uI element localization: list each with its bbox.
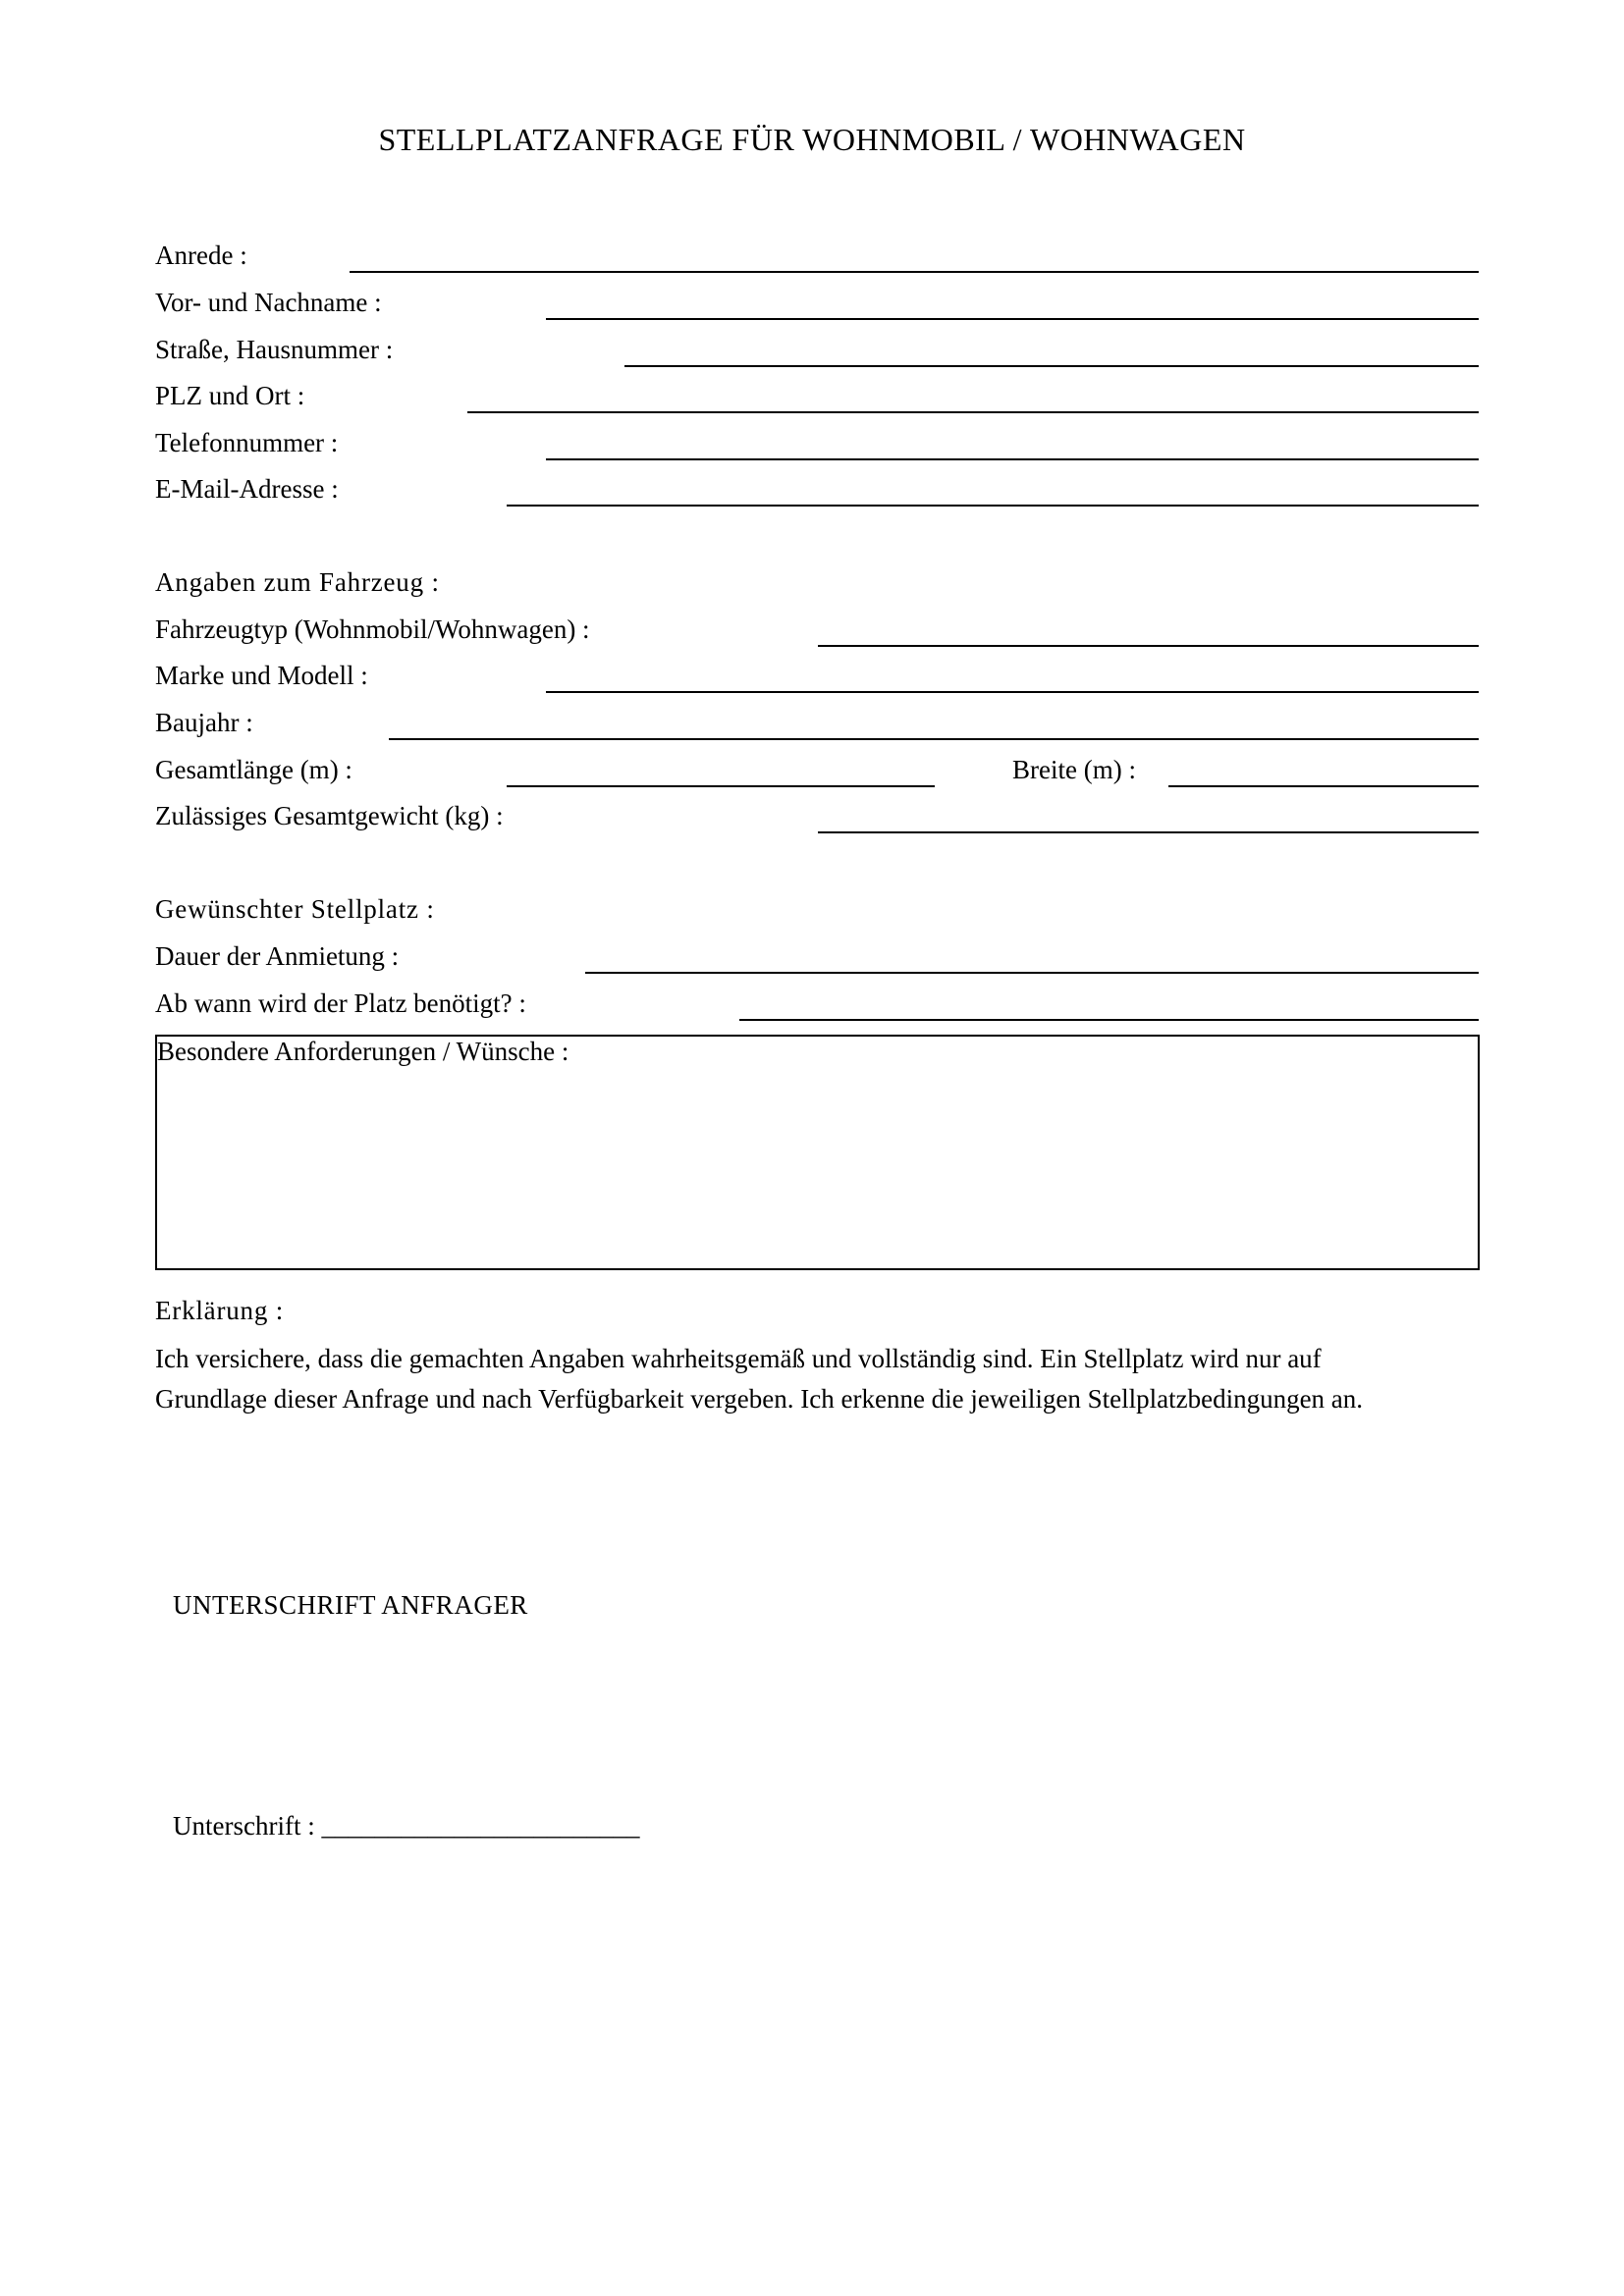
label-anrede: Anrede : (155, 240, 247, 270)
field-anforderungen[interactable] (155, 1035, 1480, 1270)
field-anrede[interactable] (350, 271, 1479, 273)
label-fahrzeugtyp: Fahrzeugtyp (Wohnmobil/Wohnwagen) : (155, 614, 590, 644)
label-dauer: Dauer der Anmietung : (155, 941, 400, 971)
signature-line[interactable] (173, 1809, 639, 1842)
field-breite[interactable] (1168, 785, 1479, 787)
field-dauer[interactable] (585, 972, 1479, 974)
label-marke: Marke und Modell : (155, 661, 368, 690)
field-name[interactable] (546, 318, 1479, 320)
label-gewicht: Zulässiges Gesamtgewicht (kg) : (155, 801, 504, 830)
signature-heading: UNTERSCHRIFT ANFRAGER (173, 1590, 528, 1620)
page-title: STELLPLATZANFRAGE FÜR WOHNMOBIL / WOHNWAGEN (378, 122, 1246, 157)
field-gewicht[interactable] (818, 831, 1479, 833)
declaration-text: Ich versichere, dass die gemachten Angaben wahrheitsgemäß und vollständig sind. Ein Stellplatz wird nur auf Grundlage dieser Anfrage und nach Verfügbarkeit vergeben. Ich erkenne die jeweiligen Stellplatzbedingungen an. (155, 1344, 1364, 1414)
label-name: Vor- und Nachname : (155, 288, 382, 317)
field-email[interactable] (507, 505, 1479, 507)
label-baujahr: Baujahr : (155, 708, 253, 737)
label-email: E-Mail-Adresse : (155, 474, 339, 504)
label-laenge: Gesamtlänge (m) : (155, 755, 352, 784)
label-plz-ort: PLZ und Ort : (155, 381, 305, 410)
field-marke[interactable] (546, 691, 1479, 693)
field-laenge[interactable] (507, 785, 935, 787)
field-fahrzeugtyp[interactable] (818, 645, 1479, 647)
label-strasse: Straße, Hausnummer : (155, 335, 394, 364)
field-telefon[interactable] (546, 458, 1479, 460)
section-heading-erklaerung: Erklärung : (155, 1296, 285, 1325)
label-ab-wann: Ab wann wird der Platz benötigt? : (155, 988, 526, 1018)
section-heading-stellplatz: Gewünschter Stellplatz : (155, 894, 435, 924)
field-ab-wann[interactable] (739, 1019, 1479, 1021)
field-plz-ort[interactable] (467, 411, 1479, 413)
label-breite: Breite (m) : (1012, 755, 1136, 784)
signature-label: Unterschrift : (173, 1811, 315, 1841)
field-strasse[interactable] (624, 365, 1479, 367)
field-baujahr[interactable] (389, 738, 1479, 740)
signature-underline: ________________________ (321, 1811, 640, 1841)
label-telefon: Telefonnummer : (155, 428, 339, 457)
label-anforderungen: Besondere Anforderungen / Wünsche : (157, 1037, 569, 1066)
section-heading-vehicle: Angaben zum Fahrzeug : (155, 567, 440, 597)
